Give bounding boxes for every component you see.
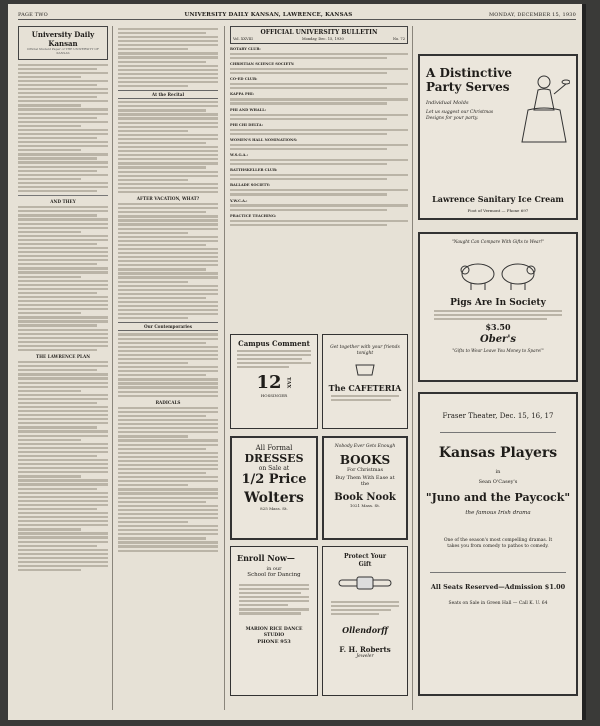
- ad-name: The CAFETERIA: [328, 383, 402, 393]
- heading-at-the-recital: At the Recital: [118, 90, 218, 99]
- article-body: [118, 101, 218, 193]
- bulletin-notice-body: [230, 220, 408, 226]
- article-body: [18, 361, 108, 571]
- ad-tag: Nobody Ever Gets Enough: [334, 444, 396, 449]
- ad-jeweler: [322, 546, 408, 696]
- paper-title-line: UNIVERSITY DAILY KANSAN, LAWRENCE, KANSAS: [184, 11, 353, 18]
- bulletin-notice-body: [230, 68, 408, 74]
- ad-book-nook: [322, 436, 408, 540]
- editorial-column: [18, 26, 108, 716]
- ad-play: "Juno and the Paycock": [425, 491, 571, 504]
- staff-listing: [18, 64, 108, 193]
- column-rule: [224, 26, 225, 710]
- article-body: [118, 407, 218, 552]
- ad-in: in: [495, 469, 501, 475]
- coffee-cup-icon: [350, 361, 380, 377]
- column-rule: [412, 26, 413, 710]
- ad-slogan-bottom: "Gifts to Wear Leave You Money to Spare!": [452, 348, 544, 354]
- ad-line2: School for Dancing: [247, 572, 301, 578]
- ad-headline: Enroll Now—: [237, 553, 295, 563]
- ad-headline: A Distinctive Party Serves: [426, 66, 513, 94]
- ad-brand: Ollendorff: [342, 625, 388, 636]
- article-body: [18, 206, 108, 351]
- ad-line-molds: Individual Molds: [426, 100, 469, 106]
- ad-company: Lawrence Sanitary Ice Cream: [432, 194, 564, 204]
- ad-store-logo: Ober's: [479, 334, 517, 346]
- bulletin-notice-body: [230, 159, 408, 165]
- ad-dance-studio: [230, 546, 318, 696]
- bulletin-notice-heading: WOMEN'S HALL NOMINATIONS:: [230, 137, 298, 142]
- bulletin-number: No. 72: [392, 37, 405, 41]
- bulletin-notice-body: [230, 53, 408, 59]
- ad-address: 1021 Mass. St.: [349, 503, 381, 508]
- ad-party-serves: [418, 54, 578, 220]
- ad-copy: [231, 578, 317, 621]
- bulletin-notice-body: [230, 129, 408, 135]
- bulletin-notice-heading: W.S.G.A.:: [230, 153, 249, 158]
- bulletin-title: OFFICIAL UNIVERSITY BULLETIN: [260, 29, 378, 36]
- article-body: [118, 333, 218, 396]
- ad-headline: BOOKS: [339, 453, 391, 467]
- ad-sale: Seats on Sale in Green Hall — Call K. U. 64: [448, 601, 548, 606]
- ad-address: 825 Mass. St.: [260, 506, 288, 511]
- bulletin-notice-heading: ROTARY CLUB:: [230, 47, 261, 51]
- ad-copy: [420, 310, 576, 320]
- bulletin-notice-body: [230, 189, 408, 195]
- bulletin-notices: [230, 47, 408, 226]
- bulletin-notice-body: [230, 114, 408, 120]
- ad-store: Book Nook: [334, 492, 396, 503]
- official-bulletin: [230, 26, 408, 326]
- ad-copy: [323, 597, 407, 619]
- ad-line1: All Formal: [255, 444, 293, 452]
- ad-cafeteria: [322, 334, 408, 429]
- ad-studio: MARION RICE DANCE STUDIO: [245, 626, 303, 638]
- ad-headline: Pigs Are In Society: [450, 298, 546, 308]
- ad-company: Kansas Players: [438, 445, 558, 461]
- bulletin-notice-body: [230, 174, 408, 180]
- ad-jeweler-name: F. H. Roberts: [339, 645, 391, 655]
- ad-kansas-players: [418, 392, 578, 696]
- pigs-illustration-icon: [453, 250, 543, 294]
- ad-pigs-in-society: [418, 232, 578, 382]
- bulletin-notice-heading: CHRISTIAN SCIENCE SOCIETY:: [230, 62, 295, 67]
- bulletin-notice-heading: PHI AND WHALL:: [230, 107, 267, 112]
- editorial-column-2: [118, 26, 218, 716]
- ad-line2: DRESSES: [244, 452, 304, 465]
- bulletin-notice-body: [230, 144, 408, 150]
- ad-copy: [231, 350, 317, 369]
- column-rule: [112, 26, 113, 710]
- bulletin-notice-heading: PHI CHI DELTA:: [230, 122, 263, 127]
- section-heading-lawrence-plan: THE LAWRENCE PLAN: [35, 354, 91, 360]
- ad-campus-comment: [230, 334, 318, 429]
- ad-theater: Fraser Theater, Dec. 15, 16, 17: [442, 412, 554, 420]
- ad-desc: One of the season's most compelling dramas. It takes you from comedy to pathos to comedy.: [443, 538, 553, 549]
- ad-phone: PHONE 953: [257, 638, 291, 645]
- page-masthead: [18, 10, 576, 20]
- paper-name: University Daily Kansan: [31, 30, 95, 48]
- ad-author: Sean O'Casey's: [478, 479, 518, 485]
- ad-headline: Campus Comment: [238, 339, 310, 348]
- serving-woman-illustration-icon: [514, 70, 570, 150]
- ad-copy: [323, 395, 407, 401]
- bulletin-notice-heading: KAPPA PHI:: [230, 92, 255, 97]
- ad-store: HOSSINGER: [260, 393, 288, 399]
- newspaper-page: [8, 4, 586, 720]
- section-heading-and-they: AND THEY: [50, 199, 76, 205]
- bulletin-notice-heading: RATTHSKELLER CLUB:: [230, 168, 278, 173]
- bulletin-notice-heading: BALLADE SOCIETY:: [230, 183, 270, 188]
- bulletin-volume: Vol. XXVIII: [233, 37, 253, 41]
- bulletin-notice-heading: Y.W.C.A.:: [230, 198, 248, 203]
- heading-radicals: RADICALS: [155, 399, 181, 405]
- bulletin-notice-heading: PRACTICE TEACHING:: [230, 213, 277, 218]
- bulletin-notice-body: [230, 204, 408, 210]
- heading-after-vacation: AFTER VACATION, WHAT?: [136, 196, 200, 202]
- ad-line2: Buy Them With Ease at the: [335, 475, 395, 487]
- ad-tag: the famous Irish drama: [465, 510, 531, 516]
- watch-bracelet-icon: [335, 573, 395, 593]
- ad-store: Wolters: [244, 490, 304, 506]
- article-body: [118, 28, 218, 87]
- ad-jeweler-title: Jeweler: [356, 654, 374, 660]
- ad-formal-dresses: [230, 436, 318, 540]
- bulletin-date: Monday, Dec. 15, 1930: [301, 37, 344, 41]
- ad-price: $3.50: [485, 322, 511, 333]
- ad-line: For Christmas: [346, 467, 384, 473]
- ad-tax-number: 12: [256, 372, 282, 394]
- bulletin-header: [230, 26, 408, 44]
- bulletin-notice-body: [230, 83, 408, 89]
- ad-seats: All Seats Reserved—Admission $1.00: [430, 583, 566, 591]
- ad-headline: Protect Your Gift: [343, 553, 387, 568]
- ad-address: Foot of Vermont — Phone 697: [467, 208, 529, 213]
- page-date: MONDAY, DECEMBER 15, 1930: [488, 11, 576, 18]
- bulletin-notice-body: [230, 98, 408, 104]
- bulletin-notice-heading: CO-ED CLUB:: [230, 77, 258, 82]
- heading-our-contemporaries: Our Contemporaries: [118, 322, 218, 331]
- page-number: PAGE TWO: [18, 11, 48, 18]
- ad-tax-word: TAX: [285, 377, 292, 389]
- paper-subtitle: Official Student Paper of THE UNIVERSITY OF KANSAS: [27, 47, 99, 55]
- ad-line: Get together with your friends tonight: [330, 345, 400, 356]
- ad-line-suggest: Let us suggest our Christmas Designs for your party.: [426, 110, 494, 121]
- article-body: [118, 203, 218, 319]
- ad-line3: on Sale at: [258, 465, 290, 472]
- ad-line1: in our: [266, 566, 282, 572]
- ad-slogan-top: "Naught Can Compare With Gifts to Wear!": [451, 239, 545, 244]
- paper-nameplate: [18, 26, 108, 60]
- ad-line4: 1/2 Price: [241, 472, 307, 487]
